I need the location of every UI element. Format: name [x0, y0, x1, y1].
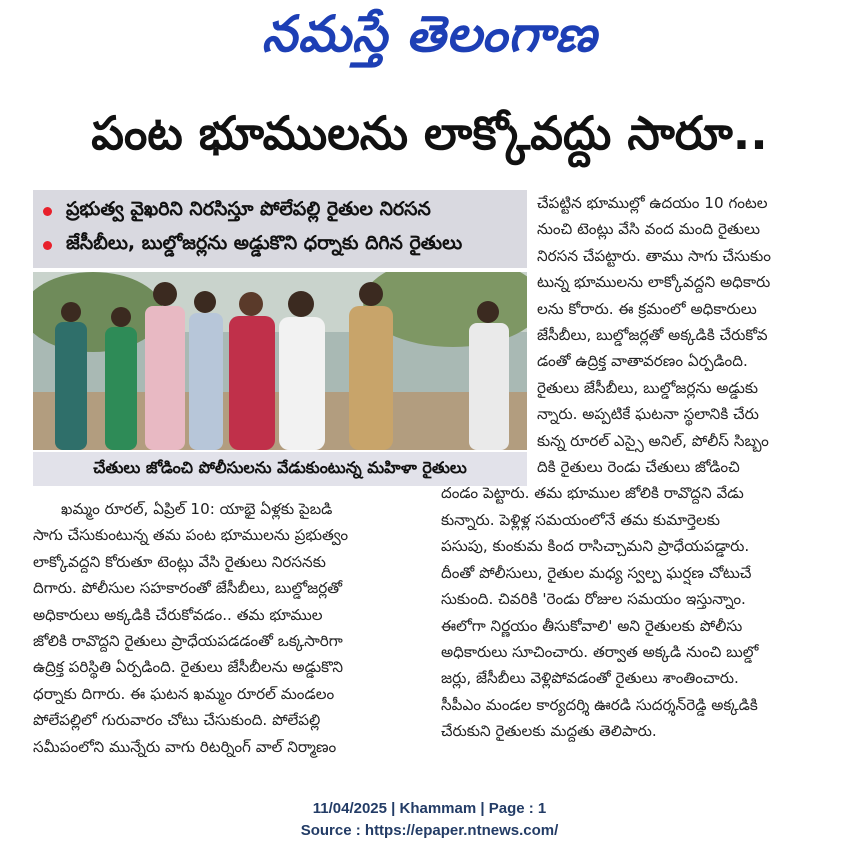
subhead-text: జేసీబీలు, బుల్డోజర్లను అడ్డుకొని ధర్నాకు దిగిన రైతులు: [66, 231, 463, 254]
body-line: ఖమ్మం రూరల్, ఏప్రిల్ 10: యాభై ఏళ్లకు పైబడి: [61, 500, 333, 518]
body-line: ఈలోగా నిర్ణయం తీసుకోవాలి' అని రైతులకు పోలీసు: [441, 616, 743, 635]
bullet-icon: [43, 207, 52, 216]
subhead-text: ప్రభుత్వ వైఖరిని నిరసిస్తూ పోలేపల్లి రైతుల నిరసన: [66, 197, 431, 220]
bullet-icon: [43, 241, 52, 250]
body-line: దీంతో పోలీసులు, రైతుల మధ్య స్వల్ప ఘర్షణ చోటుచే: [441, 563, 752, 582]
body-line: నిరసన చేపట్టారు. తాము సాగు చేసుకుం: [537, 246, 771, 265]
body-line: చేరుకుని రైతులకు మద్దతు తెలిపారు.: [441, 722, 657, 741]
body-line: సీపీఎం మండల కార్యదర్శి ఊరడి సుదర్శన్‌రెడ్డి అక్కడికి: [441, 695, 758, 714]
body-line: సాగు చేసుకుంటున్న తమ పంట భూములను ప్రభుత్వం: [33, 526, 349, 545]
body-line: జర్లు, జేసీబీలు వెళ్లిపోవడంతో రైతులు శాంతించారు.: [441, 669, 739, 688]
body-line: న్నారు. అప్పటికే ఘటనా స్థలానికి చేరు: [537, 405, 759, 424]
caption-text: చేతులు జోడించి పోలీసులను వేడుకుంటున్న మహిళా రైతులు: [93, 457, 467, 477]
body-line: లను కోరారు. ఈ క్రమంలో అధికారులు: [537, 299, 757, 318]
footer-source: Source : https://epaper.ntnews.com/: [300, 822, 559, 839]
body-line: దిగారు. పోలీసుల సహకారంతో జేసీబీలు, బుల్డోజర్లతో: [33, 579, 343, 598]
body-line: సమీపంలోని మున్నేరు వాగు రిటర్నింగ్ వాల్ నిర్మాణం: [33, 737, 337, 756]
body-line: లాక్కోవద్దని కోరుతూ టెంట్లు వేసి రైతులు నిరసనకు: [33, 552, 326, 571]
article-body-right: [441, 190, 831, 745]
masthead-title: నమస్తే తెలంగాణ: [261, 4, 598, 63]
article-headline: [0, 100, 859, 178]
body-line: దికి రైతులు రెండు చేతులు జోడించి: [537, 458, 740, 477]
headline-text: పంట భూములను లాక్కోవద్దు సారూ..: [91, 106, 768, 160]
body-line: పసుపు, కుంకుమ కింద రాసిచ్చామని ప్రాధేయపడ్డారు.: [441, 537, 750, 556]
body-line: నుంచి టెంట్లు వేసి వంద మంది రైతులు: [537, 220, 761, 239]
footer-dateline: 11/04/2025 | Khammam | Page : 1: [312, 800, 547, 817]
body-line: టున్న భూములను లాక్కోవద్దని అధికారు: [537, 273, 771, 292]
body-line: అధికారులు అక్కడికి చేరుకోవడం.. తమ భూముల: [33, 605, 323, 624]
page-footer: [0, 798, 859, 842]
article-body-left: [33, 496, 433, 760]
body-line: దండం పెట్టారు. తమ భూముల జోలికి రావొద్దని వేడు: [441, 484, 744, 503]
body-line: సుకుంది. చివరికి 'రెండు రోజుల సమయం ఇస్తున్నాం.: [441, 590, 746, 609]
body-line: రైతులు జేసీబీలు, బుల్డోజర్లను అడ్డుకు: [537, 378, 759, 397]
body-line: కున్న రూరల్ ఎస్సై అనిల్, పోలీస్ సిబ్బం: [537, 431, 769, 450]
body-line: జోలికి రావొద్దని రైతులు ప్రాధేయపడడంతో ఒక్కసారిగా: [33, 632, 343, 651]
body-line: డంతో ఉద్రిక్త వాతావరణం ఏర్పడింది.: [537, 352, 748, 371]
newspaper-masthead: [0, 4, 859, 76]
body-line: పోలేపల్లిలో గురువారం చోటు చేసుకుంది. పోలేపల్లి: [33, 711, 321, 730]
body-line: కున్నారు. పెళ్లిళ్ల సమయంలోనే తమ కుమార్తెలకు: [441, 510, 720, 529]
body-line: ఉద్రిక్త పరిస్థితి ఏర్పడింది. రైతులు జేసీబీలను అడ్డుకొని: [33, 658, 344, 677]
body-line: జేసీబీలు, బుల్డోజర్లతో అక్కడికి చేరుకోవ: [537, 326, 768, 345]
body-line: ధర్నాకు దిగారు. ఈ ఘటన ఖమ్మం రూరల్ మండలం: [33, 684, 335, 703]
body-line: చేపట్టిన భూముల్లో ఉదయం 10 గంటల: [537, 194, 768, 212]
body-line: అధికారులు సూచించారు. తర్వాత అక్కడి నుంచి బుల్డో: [441, 642, 759, 661]
